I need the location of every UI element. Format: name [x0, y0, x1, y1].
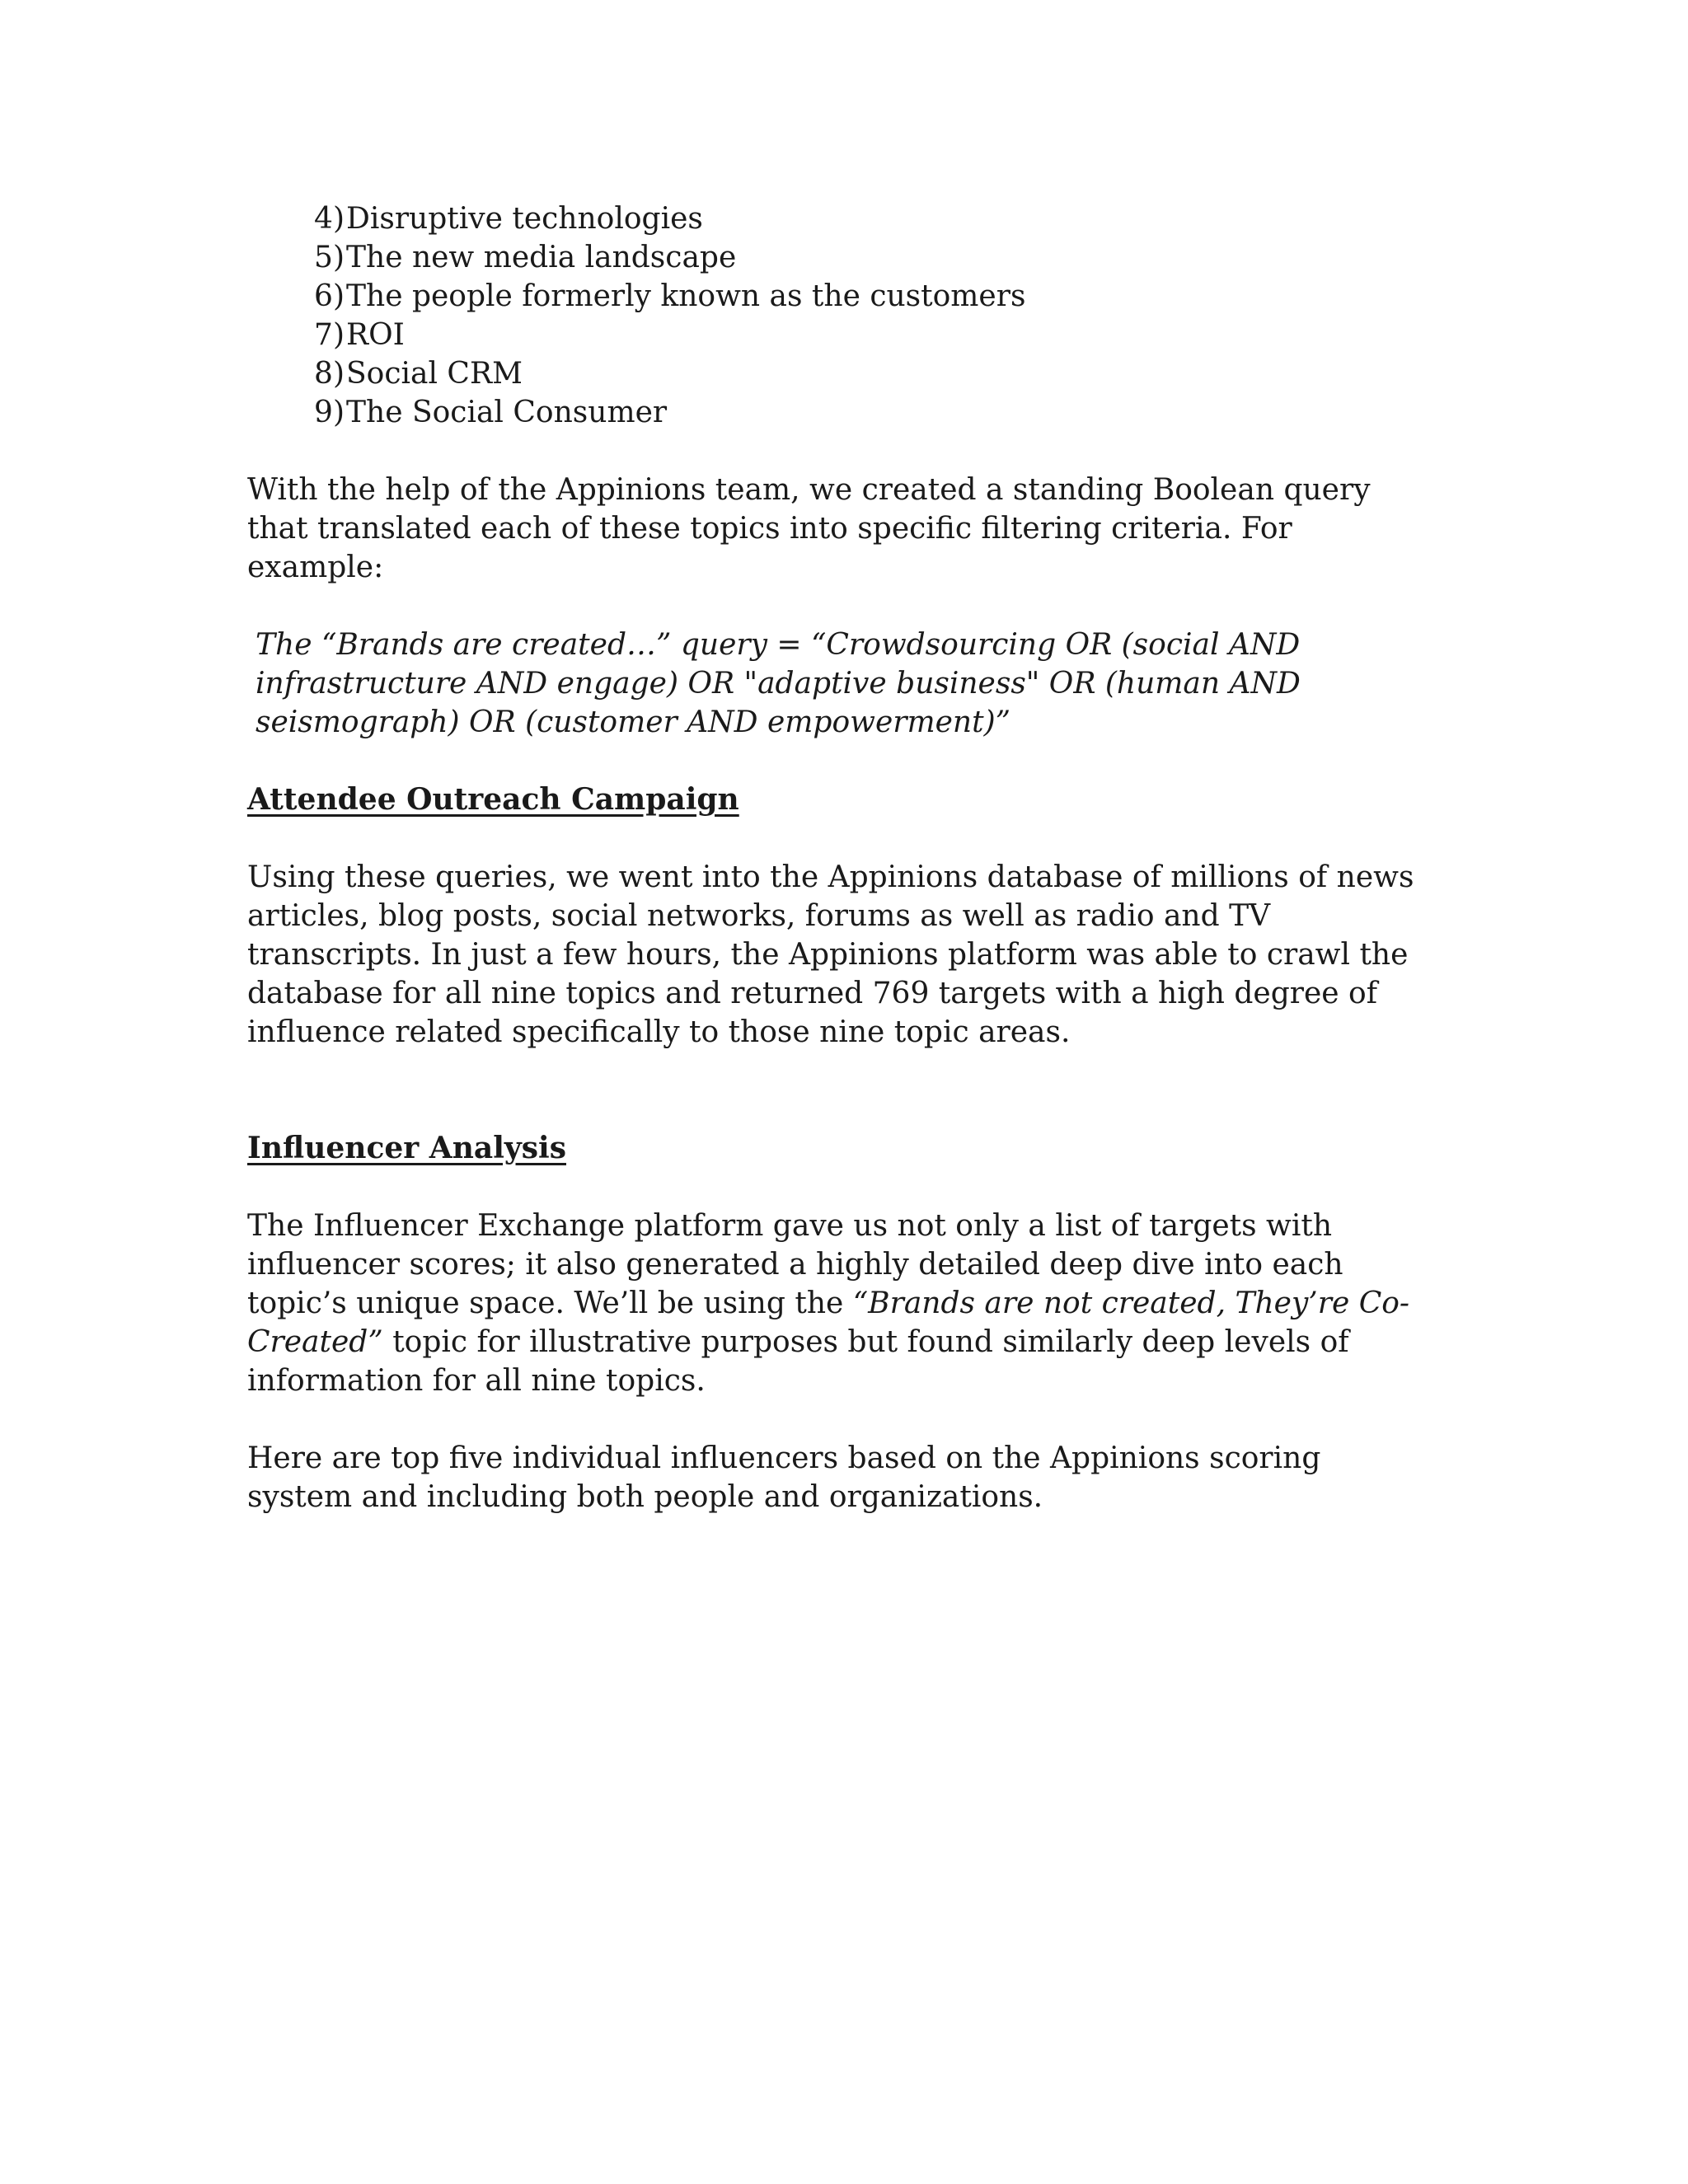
- list-item: [247, 316, 1434, 354]
- influencer-paragraph-end: topic for illustrative purposes but found similarly deep levels of information for all nine topics.: [247, 1325, 1349, 1398]
- list-item-text: Disruptive technologies: [346, 202, 703, 236]
- list-item-text: The Social Consumer: [346, 396, 668, 429]
- query-example: The “Brands are created…” query = “Crowdsourcing OR (social AND infrastructure AND engage) OR "adaptive business" OR (human AND seismograph) OR (customer AND empowerment)”: [256, 628, 1301, 739]
- list-item-number: 7 ): [298, 316, 345, 354]
- list-item-number: 4 ): [298, 199, 345, 238]
- influencer-paragraph: [247, 1207, 1434, 1400]
- list-item: [247, 354, 1434, 393]
- spacer: [247, 1090, 1434, 1129]
- outreach-heading: Attendee Outreach Campaign: [247, 782, 739, 817]
- list-item-number: 5 ): [298, 238, 345, 277]
- list-item-text: The people formerly known as the customers: [346, 279, 1026, 313]
- list-item-text: The new media landscape: [346, 241, 737, 274]
- list-item-number: 6 ): [298, 277, 345, 316]
- influencer-paragraph-start: The Influencer Exchange platform gave us not only a list of targets with influencer scores; it also generated a highly detailed deep dive into each topic’s unique space. We’ll be using the: [247, 1209, 1343, 1320]
- topic-list: [247, 199, 1434, 432]
- influencer-heading: Influencer Analysis: [247, 1131, 566, 1165]
- list-item-number: 8 ): [298, 354, 345, 393]
- list-item: [247, 393, 1434, 432]
- list-item: [247, 199, 1434, 238]
- list-item: [247, 277, 1434, 316]
- intro-paragraph: With the help of the Appinions team, we created a standing Boolean query that translated each of these topics into specific filtering criteria. For example:: [247, 473, 1371, 584]
- list-item-text: ROI: [346, 318, 405, 352]
- list-item: [247, 238, 1434, 277]
- outreach-paragraph: Using these queries, we went into the Appinions database of millions of news articles, blog posts, social networks, forums as well as radio and TV transcripts. In just a few hours, the Appinions platform was able to crawl the database for all nine topics and returned 769 targets with a high degree of influence related specifically to those nine topic areas.: [247, 860, 1414, 1049]
- closing-paragraph: Here are top five individual influencers based on the Appinions scoring system and including both people and organizations.: [247, 1441, 1321, 1514]
- influencer-topic-title: “Brands are not created, They’re Co-Created”: [247, 1286, 1410, 1359]
- list-item-number: 9 ): [298, 393, 345, 432]
- document-body: [247, 199, 1434, 1555]
- list-item-text: Social CRM: [346, 357, 523, 391]
